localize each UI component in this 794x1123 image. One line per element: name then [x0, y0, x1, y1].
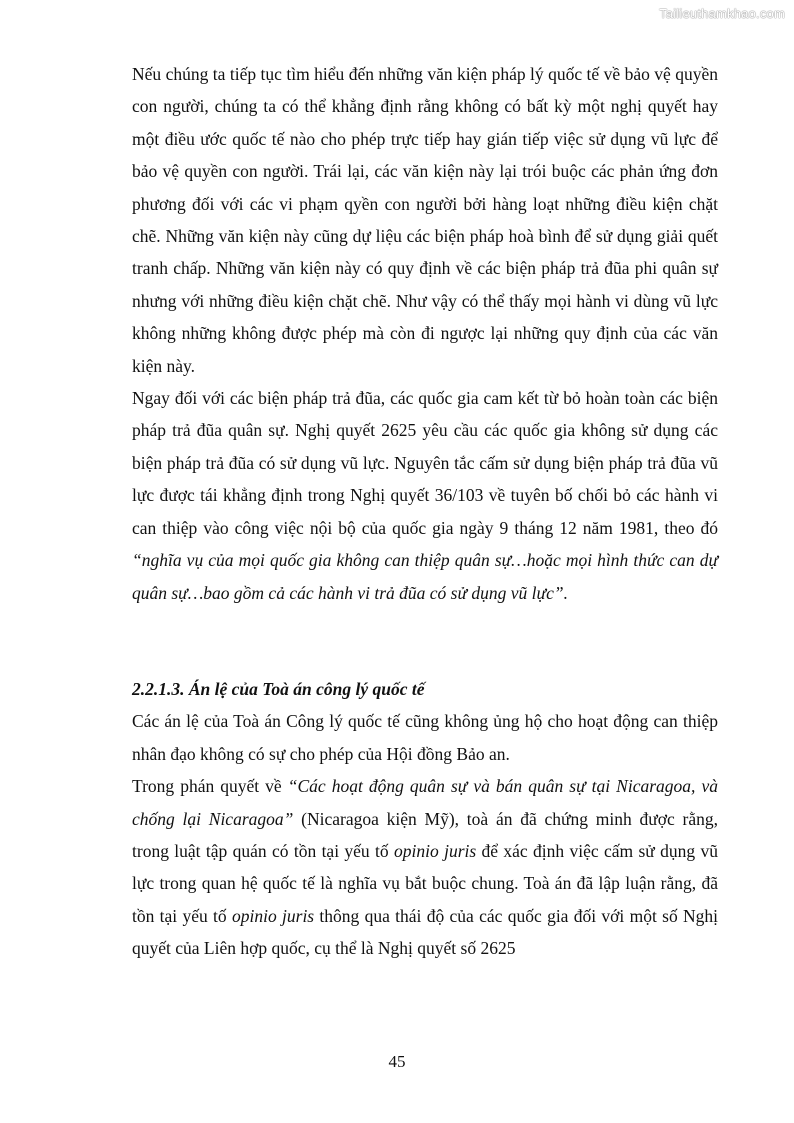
paragraph-4-text-b: (Nicaragoa kiện Mỹ), toà án đã chứng minh được rằng, trong luật tập quán có tồn tại yếu tố	[132, 808, 719, 861]
page-number: 45	[388, 1052, 406, 1071]
section-heading: 2.2.1.3. Án lệ của Toà án công lý quốc tế	[132, 678, 425, 699]
paragraph-4	[132, 770, 718, 964]
paragraph-4-term-1: opinio juris	[394, 840, 477, 861]
document-body	[132, 58, 718, 965]
paragraph-4-text-a: Trong phán quyết về	[132, 776, 288, 797]
paragraph-4-text-c: để xác định việc cấm sử dụng vũ lực trong quan hệ quốc tế là nghĩa vụ bắt buộc chung. Toà án đã lập luận rằng, đã tồn tại yếu tố	[132, 840, 718, 926]
paragraph-4-term-2: opinio juris	[231, 905, 315, 926]
paragraph-2-text: Ngay đối với các biện pháp trả đũa, các quốc gia cam kết từ bỏ hoàn toàn các biện pháp trả đũa quân sự. Nghị quyết 2625 yêu cầu các quốc gia không sử dụng các biện pháp trả đũa có sử dụng vũ lực. Nguyên tắc cấm sử dụng biện pháp trả đũa vũ lực được tái khẳng định trong Nghị quyết 36/103 về tuyên bố chối bỏ các hành vi can thiệp vào công việc nội bộ của quốc gia ngày 9 tháng 12 năm 1981, theo đó	[132, 388, 718, 538]
paragraph-1: Nếu chúng ta tiếp tục tìm hiểu đến những văn kiện pháp lý quốc tế về bảo vệ quyền con người, chúng ta có thể khẳng định rằng không có bất kỳ một nghị quyết hay một điều ước quốc tế nào cho phép trực tiếp hay gián tiếp việc sử dụng vũ lực để bảo vệ quyền con người. Trái lại, các văn kiện này lại trói buộc các phản ứng đơn phương đối với các vi phạm qyền con người bởi hàng loạt những điều kiện chặt chẽ. Những văn kiện này cũng dự liệu các biện pháp hoà bình để sử dụng giải quết tranh chấp. Những văn kiện này có quy định về các biện pháp trả đũa phi quân sự nhưng với những điều kiện chặt chẽ. Như vậy có thể thấy mọi hành vi dùng vũ lực không những không được phép mà còn đi ngược lại những quy định của các văn kiện này.	[132, 64, 718, 376]
paragraph-2	[132, 382, 718, 609]
paragraph-4-case-title: “Các hoạt động quân sự và bán quân sự tại Nicaragoa, và chống lại Nicaragoa”	[132, 776, 718, 829]
watermark: Tailieuthamkhao.com	[659, 6, 785, 21]
paragraph-2-quote: “nghĩa vụ của mọi quốc gia không can thiệp quân sự…hoặc mọi hình thức can dự quân sự…bao gồm cả các hành vi trả đũa có sử dụng vũ lực”.	[132, 550, 718, 603]
paragraph-4-text-d: thông qua thái độ của các quốc gia đối với một số Nghị quyết của Liên hợp quốc, cụ thể là Nghị quyết số 2625	[132, 905, 719, 959]
paragraph-3: Các án lệ của Toà án Công lý quốc tế cũng không ủng hộ cho hoạt động can thiệp nhân đạo không có sự cho phép của Hội đồng Bảo an.	[132, 711, 718, 764]
